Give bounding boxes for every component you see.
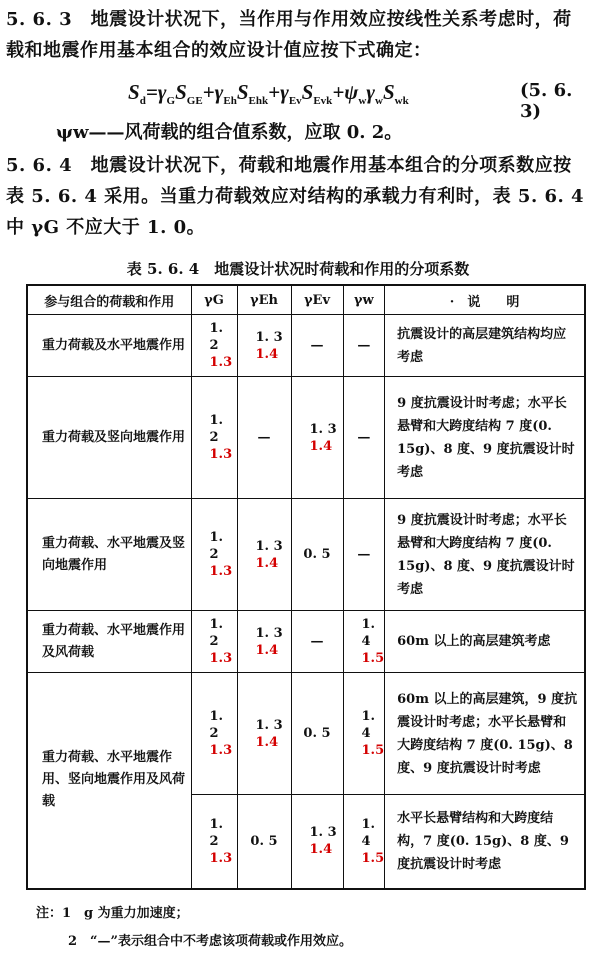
header-gamma-g: γG <box>191 285 237 315</box>
table-header-row <box>27 285 585 315</box>
description-cell: 9 度抗震设计时考虑；水平长悬臂和大跨度结构 7 度(0. 15g)、8 度、9 度抗震设计时考虑 <box>385 377 585 499</box>
gamma-w-cell: — <box>343 499 385 611</box>
header-combination: 参与组合的荷载和作用 <box>27 285 191 315</box>
gamma-g-cell: 1. 2 1.3 <box>191 795 237 889</box>
formula-5-6-3: $S_d=\gamma_GS_{GE}+\gamma_{Eh}S_{Ehk}+\gamma_{Ev}S_{Evk}+\psi_w\gamma_wS_{wk}$ <box>128 80 409 108</box>
description-cell: 9 度抗震设计时考虑；水平长悬臂和大跨度结构 7 度(0. 15g)、8 度、9 度抗震设计时考虑 <box>385 499 585 611</box>
gamma-ev-cell: 1. 3 1.4 <box>291 377 343 499</box>
row-name: 重力荷载、水平地震及竖向地震作用 <box>27 499 191 611</box>
gamma-w-cell: — <box>343 315 385 377</box>
gamma-w-cell: 1. 4 1.5 <box>343 673 385 795</box>
header-gamma-w: γw <box>343 285 385 315</box>
gamma-ev-cell: — <box>291 611 343 673</box>
description-cell: 60m 以上的高层建筑，9 度抗震设计时考虑；水平长悬臂和大跨度结构 7 度(0. 15g)、8 度、9 度抗震设计时考虑 <box>385 673 585 795</box>
row-name: 重力荷载、水平地震作用、竖向地震作用及风荷载 <box>27 673 191 889</box>
gamma-eh-cell: — <box>237 377 291 499</box>
gamma-ev-cell: — <box>291 315 343 377</box>
gamma-eh-cell: 1. 3 1.4 <box>237 673 291 795</box>
gamma-eh-cell: 1. 3 1.4 <box>237 611 291 673</box>
gamma-g-cell: 1. 2 1.3 <box>191 673 237 795</box>
coefficient-table <box>26 284 586 890</box>
row-name: 重力荷载及水平地震作用 <box>27 315 191 377</box>
table-row <box>27 315 585 377</box>
gamma-w-cell: 1. 4 1.5 <box>343 795 385 889</box>
gamma-w-cell: — <box>343 377 385 499</box>
row-name: 重力荷载及竖向地震作用 <box>27 377 191 499</box>
header-gamma-eh: γEh <box>237 285 291 315</box>
table-row <box>27 673 585 795</box>
note-1: 注：1 g 为重力加速度； <box>36 906 189 921</box>
header-description: · 说 明 <box>385 285 585 315</box>
description-cell: 水平长悬臂结构和大跨度结构，7 度(0. 15g)、8 度、9 度抗震设计时考虑 <box>385 795 585 889</box>
gamma-g-cell: 1. 2 1.3 <box>191 611 237 673</box>
gamma-eh-cell: 0. 5 <box>237 795 291 889</box>
gamma-eh-cell: 1. 3 1.4 <box>237 499 291 611</box>
gamma-ev-cell: 0. 5 <box>291 673 343 795</box>
gamma-g-cell: 1. 2 1.3 <box>191 315 237 377</box>
gamma-w-cell: 1. 4 1.5 <box>343 611 385 673</box>
table-row <box>27 377 585 499</box>
equation-number: (5. 6. 3) <box>520 80 573 122</box>
row-name: 重力荷载、水平地震作用及风荷载 <box>27 611 191 673</box>
psi-definition: ψw——风荷载的组合值系数，应取 0. 2。 <box>56 122 403 143</box>
note-2: 2 “—”表示组合中不考虑该项荷载或作用效应。 <box>68 934 353 949</box>
description-cell: 60m 以上的高层建筑考虑 <box>385 611 585 673</box>
description-cell: 抗震设计的高层建筑结构均应考虑 <box>385 315 585 377</box>
section-5-6-4-text: 5. 6. 4 地震设计状况下，荷载和地震作用基本组合的分项系数应按表 5. 6. 4 采用。当重力荷载效应对结构的承载力有利时，表 5. 6. 4 中 γG 不应大于 1. 0。 <box>6 155 585 238</box>
gamma-g-cell: 1. 2 1.3 <box>191 377 237 499</box>
section-5-6-3-text: 5. 6. 3 地震设计状况下，当作用与作用效应按线性关系考虑时，荷载和地震作用基本组合的效应设计值应按下式确定： <box>6 9 572 61</box>
gamma-ev-cell: 1. 3 1.4 <box>291 795 343 889</box>
gamma-eh-cell: 1. 3 1.4 <box>237 315 291 377</box>
gamma-g-cell: 1. 2 1.3 <box>191 499 237 611</box>
gamma-ev-cell: 0. 5 <box>291 499 343 611</box>
table-caption: 表 5. 6. 4 地震设计状况时荷载和作用的分项系数 <box>126 260 470 278</box>
header-gamma-ev: γEv <box>291 285 343 315</box>
table-row <box>27 611 585 673</box>
table-row <box>27 499 585 611</box>
